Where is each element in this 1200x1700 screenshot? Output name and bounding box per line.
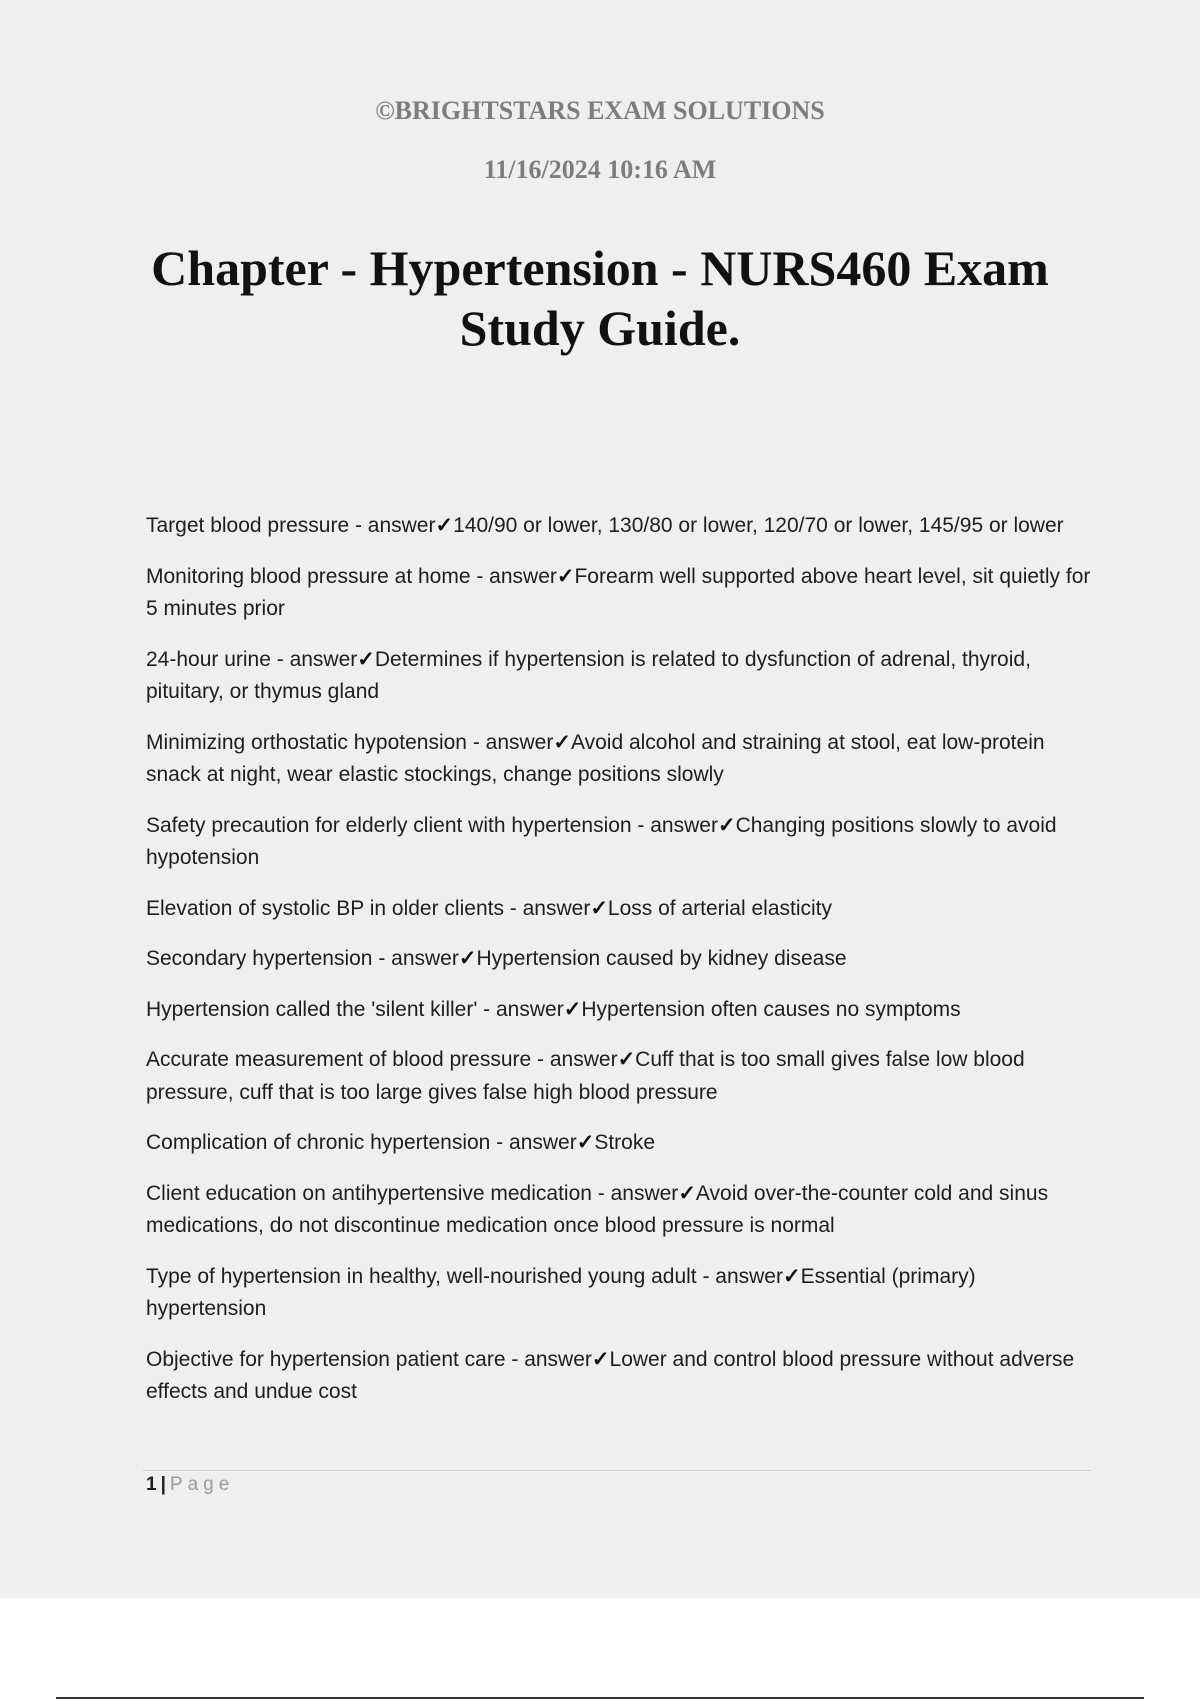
qa-list [146,510,1091,1427]
answer-text: Hypertension caused by kidney disease [476,947,847,970]
answer-text: Stroke [594,1131,656,1154]
checkmark-icon: ✓ [563,997,582,1021]
copyright-header: ©BRIGHTSTARS EXAM SOLUTIONS [375,96,825,125]
page-label: Page [169,1474,235,1495]
list-item [146,994,1091,1027]
question-text: Minimizing orthostatic hypotension - answer [146,730,554,754]
list-item [146,1344,1091,1409]
question-text: Accurate measurement of blood pressure - answer [146,1048,618,1071]
question-text: Client education on antihypertensive medication - answer [146,1181,679,1205]
checkmark-icon: ✓ [458,947,477,970]
timestamp-header: 11/16/2024 10:16 AM [483,155,717,184]
title-line-2: Study Guide. [459,300,741,356]
answer-text: Lower and control blood pressure without adverse effects and undue cost [146,1347,1075,1403]
page-number: 1 [146,1474,157,1495]
checkmark-icon: ✓ [617,1048,636,1071]
question-text: Hypertension called the 'silent killer' - answer [146,997,564,1021]
question-text: Safety precaution for elderly client with hypertension - answer [146,813,718,837]
page-title [0,238,1200,358]
question-text: 24-hour urine - answer [146,647,358,671]
list-item [146,1261,1091,1326]
footer-divider [143,1470,1091,1471]
answer-text: Hypertension often causes no symptoms [581,997,961,1021]
list-item [146,1044,1091,1109]
question-text: Monitoring blood pressure at home - answer [146,564,557,588]
list-item [146,810,1091,875]
list-item [146,1178,1091,1243]
list-item [146,561,1091,626]
answer-text: Essential (primary) hypertension [146,1264,976,1320]
question-text: Complication of chronic hypertension - answer [146,1131,577,1154]
page-separator: | [160,1474,166,1495]
list-item [146,943,1091,976]
answer-text: Avoid over-the-counter cold and sinus medications, do not discontinue medication once blood pressure is normal [146,1181,1049,1237]
answer-text: Avoid alcohol and straining at stool, eat low-protein snack at night, wear elastic stockings, change positions slowly [146,730,1045,786]
question-text: Target blood pressure - answer [146,514,436,537]
question-text: Elevation of systolic BP in older clients - answer [146,896,591,920]
list-item [146,1127,1091,1160]
list-item [146,893,1091,926]
list-item [146,644,1091,709]
checkmark-icon: ✓ [590,896,608,920]
checkmark-icon: ✓ [717,813,736,837]
checkmark-icon: ✓ [357,647,375,671]
checkmark-icon: ✓ [678,1181,696,1205]
answer-text: Forearm well supported above heart level, sit quietly for 5 minutes prior [146,564,1091,620]
answer-text: Loss of arterial elasticity [607,896,833,920]
page-footer [146,1474,234,1496]
answer-text: Changing positions slowly to avoid hypotension [146,813,1057,869]
checkmark-icon: ✓ [435,514,454,537]
answer-text: 140/90 or lower, 130/80 or lower, 120/70 or lower, 145/95 or lower [453,514,1064,537]
question-text: Objective for hypertension patient care - answer [146,1347,592,1371]
checkmark-icon: ✓ [782,1264,801,1288]
checkmark-icon: ✓ [556,564,575,588]
checkmark-icon: ✓ [553,730,571,754]
title-line-1: Chapter - Hypertension - NURS460 Exam [151,240,1049,296]
list-item [146,727,1091,792]
list-item [146,510,1091,543]
answer-text: Cuff that is too small gives false low blood pressure, cuff that is too large gives false high blood pressure [146,1048,1025,1104]
checkmark-icon: ✓ [576,1131,595,1154]
checkmark-icon: ✓ [591,1347,610,1371]
question-text: Type of hypertension in healthy, well-nourished young adult - answer [146,1264,783,1288]
next-page-rule [56,1697,1144,1699]
question-text: Secondary hypertension - answer [146,947,459,970]
answer-text: Determines if hypertension is related to dysfunction of adrenal, thyroid, pituitary, or thymus gland [146,647,1031,703]
